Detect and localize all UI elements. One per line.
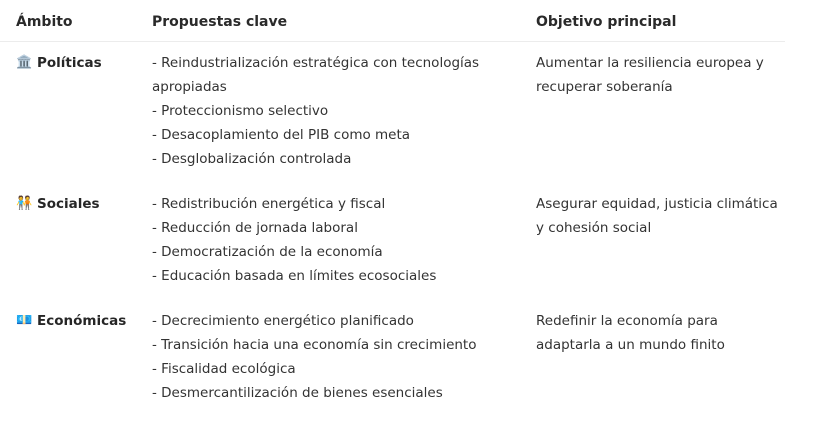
ambito-label: Económicas <box>37 313 127 329</box>
objetivo-cell: Aumentar la resiliencia europea y recuperar soberanía <box>536 55 764 95</box>
table-row <box>0 51 785 171</box>
proposal-item: - Proteccionismo selectivo <box>152 103 329 119</box>
header-objetivo: Objetivo principal <box>536 14 677 30</box>
header-ambito: Ámbito <box>16 14 73 30</box>
people-holding-hands-icon: 🧑‍🤝‍🧑 <box>16 196 33 211</box>
classical-building-icon: 🏛️ <box>16 55 33 70</box>
objetivo-cell: Asegurar equidad, justicia climática y cohesión social <box>536 196 778 236</box>
proposal-item: - Desacoplamiento del PIB como meta <box>152 127 411 143</box>
proposal-item: - Transición hacia una economía sin crecimiento <box>152 337 477 353</box>
ambito-cell <box>16 309 126 333</box>
proposal-item: - Decrecimiento energético planificado <box>152 313 414 329</box>
objetivo-cell: Redefinir la economía para adaptarla a un mundo finito <box>536 313 725 353</box>
ambito-cell <box>16 192 100 216</box>
proposal-item: - Desglobalización controlada <box>152 151 352 167</box>
propuestas-cell <box>152 192 522 288</box>
euro-banknote-icon: 💶 <box>16 313 33 328</box>
ambito-label: Políticas <box>37 55 102 71</box>
proposal-item: - Reducción de jornada laboral <box>152 220 358 236</box>
table-row <box>0 309 785 405</box>
proposal-item: - Fiscalidad ecológica <box>152 361 296 377</box>
ambito-label: Sociales <box>37 196 100 212</box>
proposal-item: - Desmercantilización de bienes esenciales <box>152 385 443 401</box>
propuestas-cell <box>152 309 522 405</box>
proposal-item: - Redistribución energética y fiscal <box>152 196 386 212</box>
proposal-item: - Reindustrialización estratégica con tecnologías apropiadas <box>152 55 480 95</box>
ambito-cell <box>16 51 102 75</box>
table-row <box>0 192 785 288</box>
proposal-item: - Educación basada en límites ecosociales <box>152 268 437 284</box>
proposal-item: - Democratización de la economía <box>152 244 383 260</box>
table-header <box>0 0 785 42</box>
propuestas-cell <box>152 51 522 171</box>
header-propuestas: Propuestas clave <box>152 14 288 30</box>
